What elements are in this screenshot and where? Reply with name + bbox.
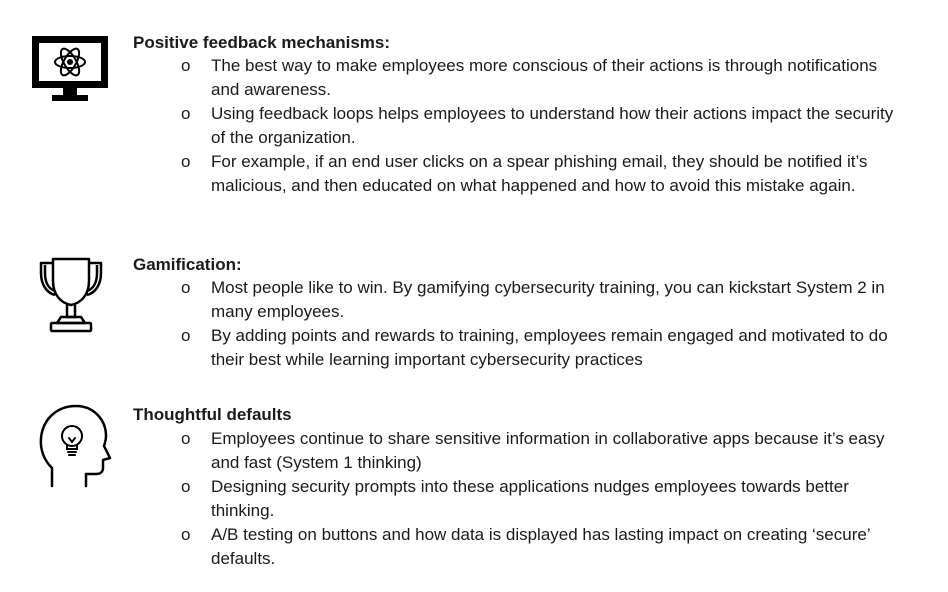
bullet-marker: o [181,104,191,123]
bullet-text: The best way to make employees more conscious of their actions is through notifications and awareness. [211,56,878,99]
bullet-marker: o [181,56,191,75]
bullet-marker: o [181,429,191,448]
list-item [0,150,901,198]
bullet-text: Designing security prompts into these applications nudges employees towards better thinking. [211,477,849,520]
bullet-marker: o [181,278,191,297]
bullet-marker: o [181,477,191,496]
list-item [0,523,901,571]
bullet-text: By adding points and rewards to training, employees remain engaged and motivated to do their best while learning important cybersecurity practices [211,326,888,369]
bullet-marker: o [181,326,191,345]
bullet-text: Employees continue to share sensitive information in collaborative apps because it’s easy and fast (System 1 thinking) [211,429,885,472]
bullet-text: Using feedback loops helps employees to understand how their actions impact the security of the organization. [211,104,894,147]
bullet-text: For example, if an end user clicks on a spear phishing email, they should be notified it’s malicious, and then educated on what happened and how to avoid this mistake again. [211,152,868,195]
list-item [0,324,901,372]
section-heading: Thoughtful defaults [133,405,292,424]
list-item [0,276,901,324]
bullet-marker: o [181,525,191,544]
list-item [0,102,901,150]
section-heading: Positive feedback mechanisms: [133,33,391,52]
bullet-list [0,427,901,571]
bullet-text: A/B testing on buttons and how data is displayed has lasting impact on creating ‘secure’ defaults. [211,525,870,568]
bullet-list [0,276,901,372]
list-item [0,475,901,523]
bullet-list [0,54,901,198]
list-item [0,427,901,475]
bullet-text: Most people like to win. By gamifying cybersecurity training, you can kickstart System 2 in many employees. [211,278,885,321]
section-heading: Gamification: [133,255,242,274]
list-item [0,54,901,102]
bullet-marker: o [181,152,191,171]
